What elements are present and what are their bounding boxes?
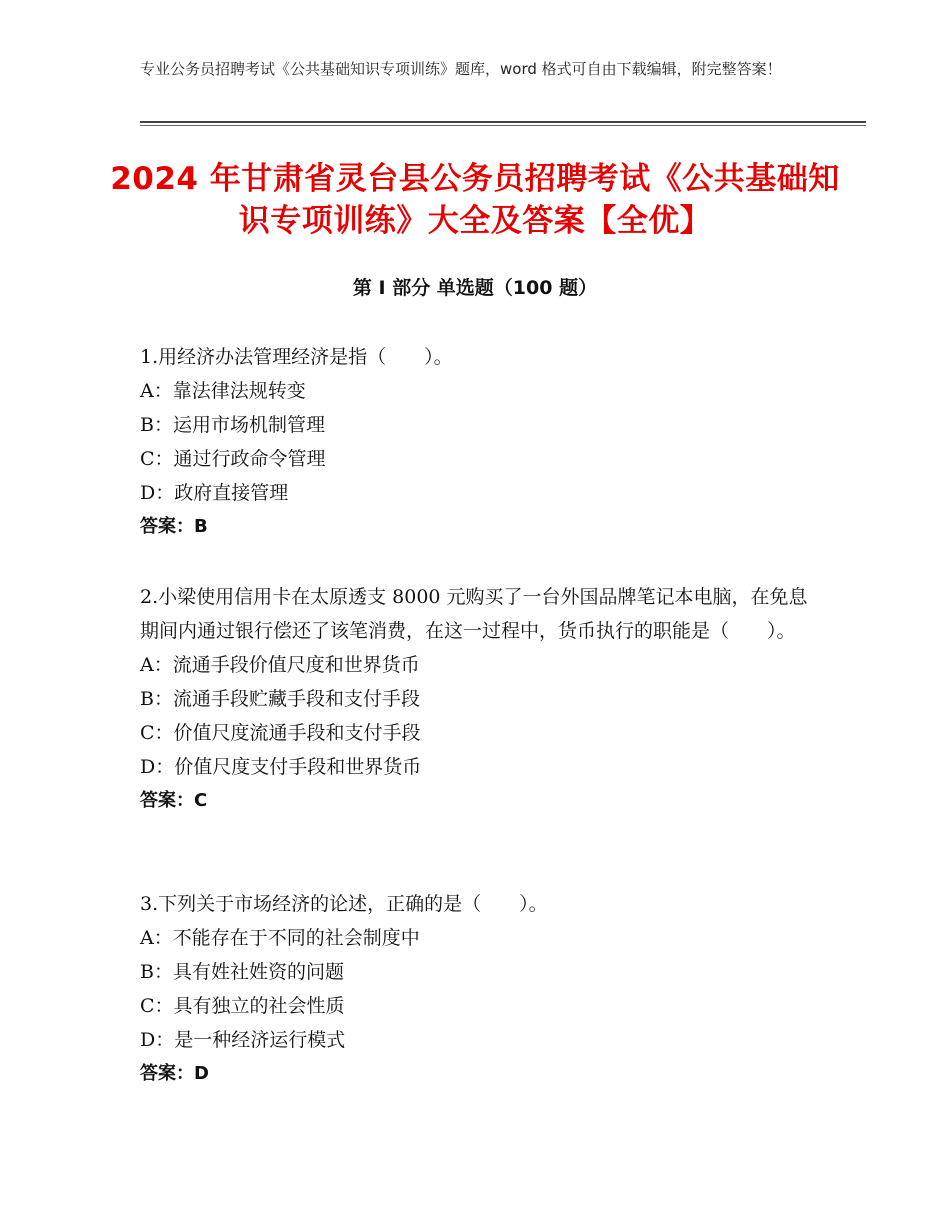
header-rule-thick — [140, 121, 866, 123]
answer: 答案：D — [140, 1063, 209, 1084]
option-b: B：运用市场机制管理 — [140, 414, 325, 436]
option-b: B：流通手段贮藏手段和支付手段 — [140, 688, 420, 710]
question-stem: 2.小梁使用信用卡在太原透支 8000 元购买了一台外国品牌笔记本电脑，在免息期间内通过银行偿还了该笔消费，在这一过程中，货币执行的职能是（ ）。 — [140, 586, 808, 642]
option-c: C：具有独立的社会性质 — [140, 995, 345, 1017]
document-title: 2024 年甘肃省灵台县公务员招聘考试《公共基础知识专项训练》大全及答案【全优】 — [110, 161, 840, 239]
answer: 答案：C — [140, 790, 208, 811]
question-stem: 3.下列关于市场经济的论述，正确的是（ ）。 — [140, 893, 548, 915]
option-b: B：具有姓社姓资的问题 — [140, 961, 344, 983]
header-rule-thin — [140, 125, 866, 126]
header-note: 专业公务员招聘考试《公共基础知识专项训练》题库，word 格式可自由下载编辑，附完整答案！ — [140, 60, 782, 78]
question-3 — [140, 887, 820, 1091]
option-a: A：流通手段价值尺度和世界货币 — [140, 654, 420, 676]
option-a: A：不能存在于不同的社会制度中 — [140, 927, 420, 949]
question-1 — [140, 340, 820, 544]
option-c: C：价值尺度流通手段和支付手段 — [140, 722, 421, 744]
option-c: C：通过行政命令管理 — [140, 448, 326, 470]
option-a: A：靠法律法规转变 — [140, 380, 306, 402]
option-d: D：价值尺度支付手段和世界货币 — [140, 756, 422, 778]
section-title: 第 I 部分 单选题（100 题） — [352, 277, 598, 299]
answer: 答案：B — [140, 516, 208, 537]
question-2 — [140, 580, 820, 818]
option-d: D：是一种经济运行模式 — [140, 1029, 346, 1051]
option-d: D：政府直接管理 — [140, 482, 289, 504]
question-stem: 1.用经济办法管理经济是指（ ）。 — [140, 346, 453, 368]
